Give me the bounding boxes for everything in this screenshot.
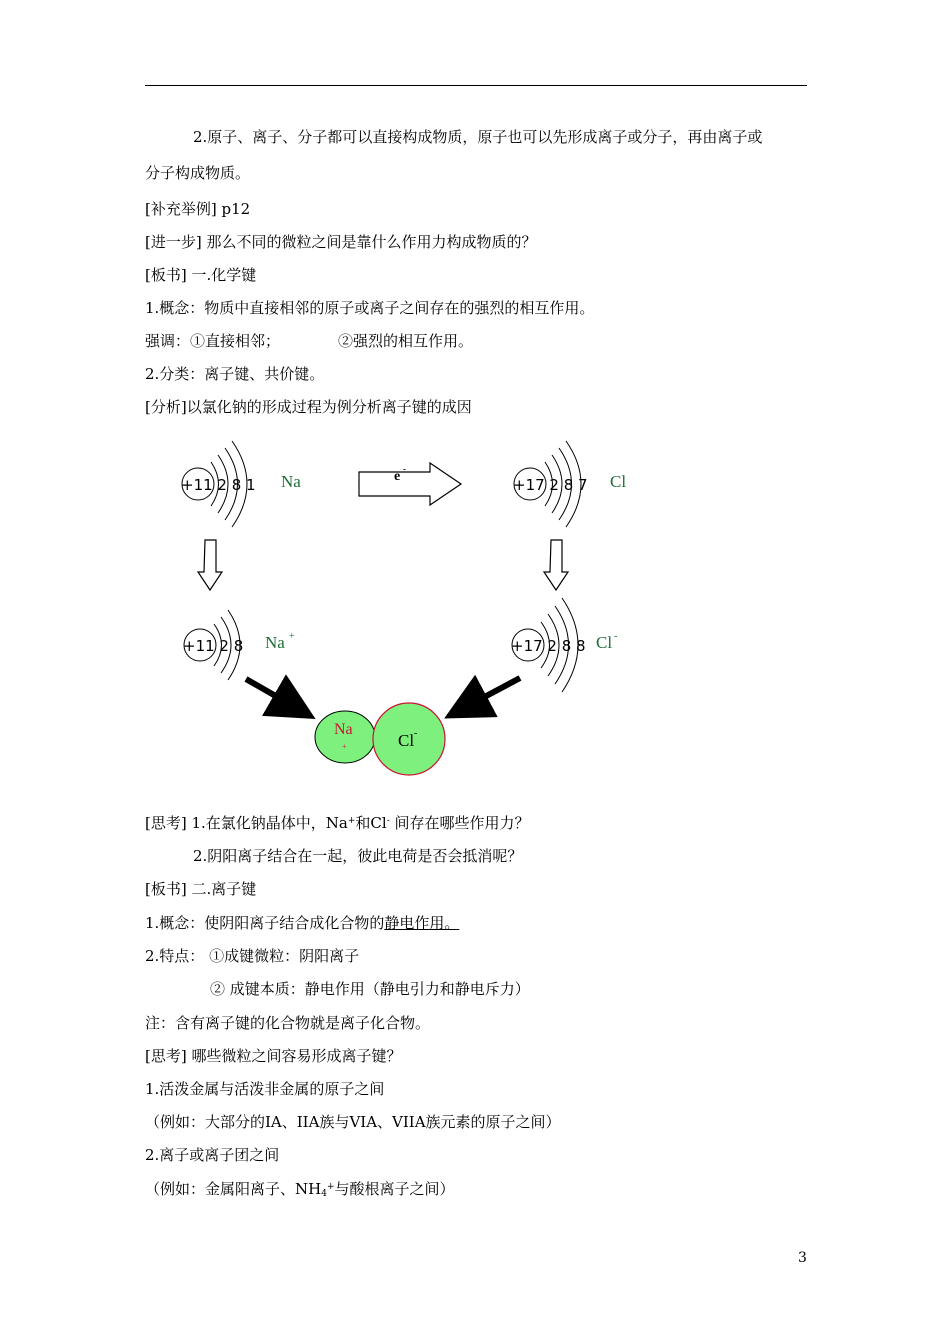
paragraph-line: 注：含有离子键的化合物就是离子化合物。 [145,1014,431,1032]
cl-atom-text: +17 2 8 7 [513,476,588,494]
paragraph-line: [补充举例] p12 [145,200,251,218]
paragraph-line: 2.原子、离子、分子都可以直接构成物质，原子也可以先形成离子或分子，再由离子或 [193,128,763,146]
na-atom-structure [181,441,256,527]
na-label: Na [281,472,301,491]
cl-ionization-arrow [544,540,568,590]
sodium-ball-charge: + [342,742,347,751]
paragraph-line: [进一步] 那么不同的微粒之间是靠什么作用力构成物质的？ [145,233,537,251]
paragraph-line: 1.概念：物质中直接相邻的原子或离子之间存在的强烈的相互作用。 [145,299,595,317]
na-ion-charge: + [289,631,295,642]
cl-ion-label: Cl [596,633,613,652]
paragraph-line: 分子构成物质。 [145,164,251,182]
cl-atom-structure [513,441,588,527]
chloride-ball-charge: - [414,728,418,739]
section-heading: [板书] 一.化学键 [145,266,257,284]
sodium-ball-label: Na [334,721,353,738]
na-combine-arrow [246,679,300,710]
na-atom-text: +11 2 8 1 [181,476,256,494]
paragraph-line: 2.离子或离子团之间 [145,1146,280,1164]
paragraph-line: [思考] 1.在氯化钠晶体中，Na+和Cl- 间存在哪些作用力？ [145,814,530,832]
paragraph-line: ② 成键本质：静电作用（静电引力和静电斥力） [210,980,530,998]
paragraph-line: （例如：金属阳离子、$NH_4^+$与酸根离子之间） [145,1180,455,1199]
paragraph-line: 2.阴阳离子结合在一起，彼此电荷是否会抵消呢？ [193,847,523,865]
cl-ion-structure [511,598,586,692]
paragraph-line: [分析]以氯化钠的形成过程为例分析离子键的成因 [145,398,472,416]
cl-combine-arrow [460,678,520,710]
cl-label: Cl [610,472,627,491]
na-ion-label: Na [265,633,285,652]
emphasis-point-1: 强调：①直接相邻； [145,332,281,350]
cl-ion-text: +17 2 8 8 [511,637,586,655]
nacl-ion-pair [315,703,445,775]
electron-charge: - [403,464,406,474]
na-ion-structure [183,610,243,680]
na-ion-text: +11 2 8 [183,637,244,655]
electron-transfer-arrow [359,463,461,505]
paragraph-line: 2.特点： ①成键微粒：阴阳离子 [145,947,360,965]
paragraph-line: 1.活泼金属与活泼非金属的原子之间 [145,1080,385,1098]
page-number: 3 [798,1250,807,1266]
electron-label: e [394,469,401,484]
section-heading: [板书] 二.离子键 [145,880,257,898]
paragraph-line: 2.分类：离子键、共价键。 [145,365,325,383]
chloride-ball-label: Cl [398,731,415,750]
paragraph-line: （例如：大部分的IA、IIA族与VIA、VIIA族元素的原子之间） [145,1113,561,1131]
paragraph-line: [思考] 哪些微粒之间容易形成离子键？ [145,1047,402,1065]
cl-ion-charge: - [614,631,618,642]
underlined-term: 静电作用。 [384,914,460,932]
emphasis-point-2: ②强烈的相互作用。 [338,332,474,350]
paragraph-line: 1.概念：使阴阳离子结合成化合物的静电作用。 [145,914,460,932]
na-ionization-arrow [198,540,222,590]
